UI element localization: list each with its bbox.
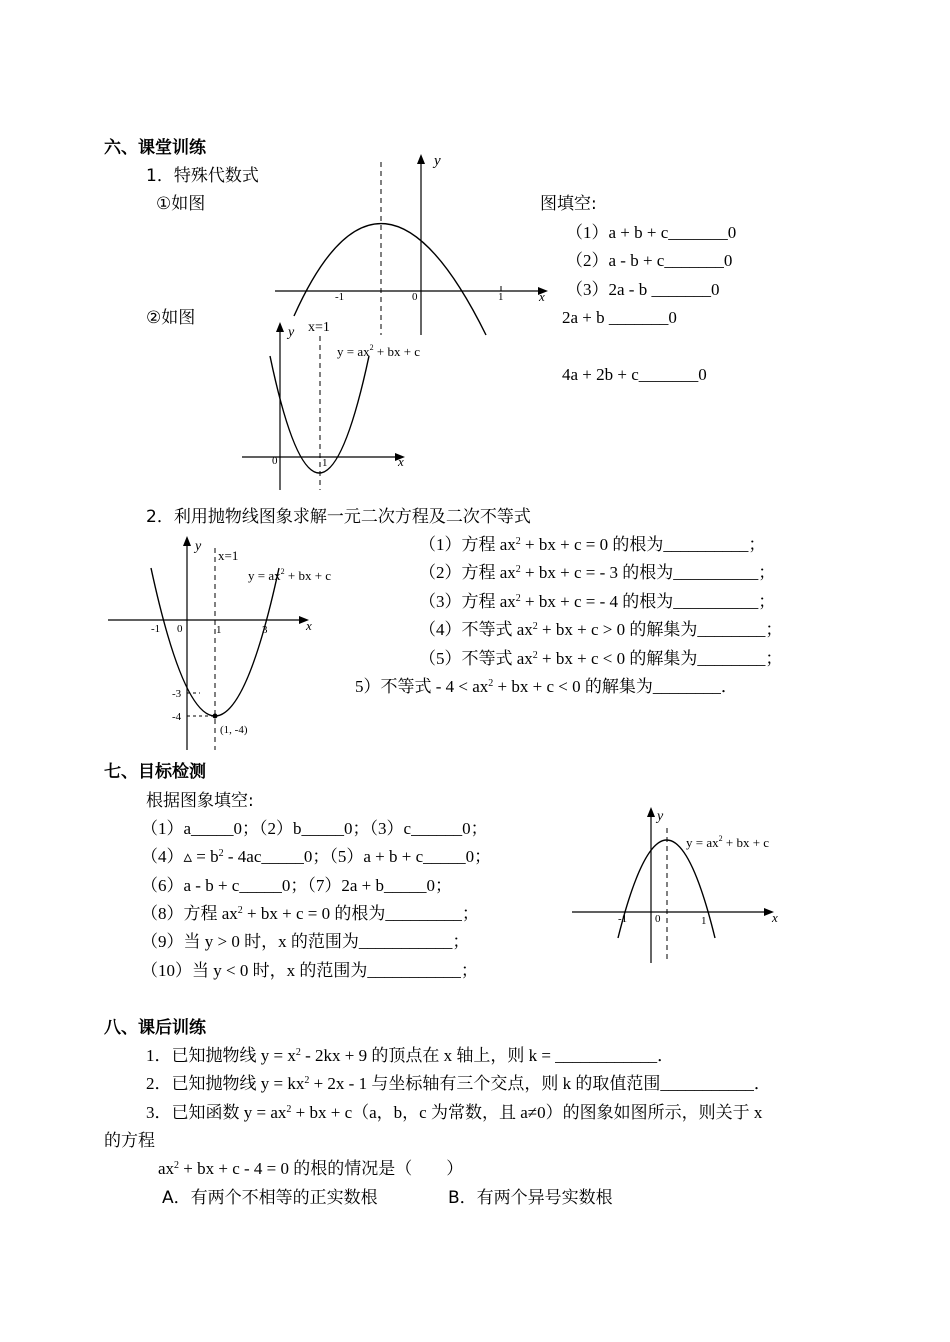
tick-label: -1 <box>335 291 345 303</box>
tick-label: -1 <box>151 623 161 635</box>
y-label: y <box>434 153 441 169</box>
q2-item: （2）方程 $ax^2$ + bx + c = - 3 的根为__________； <box>419 563 776 582</box>
formula-label: $y = ax^2$ + bx + c <box>686 834 770 850</box>
y-label: y <box>195 539 202 554</box>
s7-line: （1）a_____0；（2）b_____0；（3）c______0； <box>141 819 488 838</box>
figure-b-item: 2a + b _______0 <box>562 308 677 327</box>
section-8-heading: 八、课后训练 <box>104 1018 206 1038</box>
s8-q3: 3．已知函数 $y = ax^2$ + bx + c（a，b，c 为常数，且 a≠0）的图象如图所示，则关于 x <box>146 1103 763 1122</box>
x-label: x <box>772 910 778 925</box>
figure-a-item: （2）a - b + c_______0 <box>566 251 733 270</box>
s7-intro: 根据图象填空: <box>146 791 254 811</box>
x-label: x <box>398 454 404 469</box>
tick-label: 3 <box>262 624 268 636</box>
q2-item: （1）方程 $ax^2$ + bx + c = 0 的根为__________； <box>419 535 766 554</box>
origin-label: 0 <box>412 291 418 303</box>
s7-line: （4）▵ = $b^2$ - 4ac_____0；（5）a + b + c_____0； <box>141 847 492 866</box>
s8-q2: 2．已知抛物线 $y = kx^2 + 2x - 1$ 与坐标轴有三个交点，则 k 的取值范围___________． <box>146 1074 771 1093</box>
tick-label: 1 <box>216 624 222 636</box>
tick-label: -1 <box>618 913 628 925</box>
s8-q3-continued: 的方程 <box>104 1131 155 1151</box>
choice-b: B．有两个异号实数根 <box>448 1188 613 1208</box>
s7-line: （8）方程 $ax^2$ + bx + c = 0 的根为_________； <box>141 904 479 923</box>
tick-label: 1 <box>498 291 504 303</box>
tick-label: 1 <box>701 915 707 927</box>
formula-label: $y = ax^2$ + bx + c <box>337 343 421 359</box>
axis-of-symmetry-label: x=1 <box>218 548 239 563</box>
s8-q1: 1．已知抛物线 $y = x^2 - 2kx + 9$ 的顶点在 x 轴上，则 k = ____________． <box>146 1046 675 1065</box>
figure-a-item: （3）2a - b _______0 <box>566 280 720 299</box>
s7-line: （6）a - b + c_____0；（7）2a + b_____0； <box>141 876 452 895</box>
q2-title: 2．利用抛物线图象求解一元二次方程及二次不等式 <box>146 507 531 527</box>
figure-a-hint: 图填空: <box>540 194 597 214</box>
figure-a-item: （1）a + b + c_______0 <box>566 223 737 242</box>
q2-item: （4）不等式 $ax^2$ + bx + c > 0 的解集为________； <box>419 620 783 639</box>
arrow-icon <box>647 807 655 817</box>
s8-q3-equation: $ax^2$ + bx + c - 4 = 0 的根的情况是（ ） <box>158 1159 464 1178</box>
s7-line: （10）当 y < 0 时，x 的范围为___________； <box>141 961 478 980</box>
q2-item: 5）不等式 - $4 < ax^2$ + bx + c < 0 的解集为________． <box>355 677 738 696</box>
section-7-heading: 七、目标检测 <box>104 762 206 782</box>
y-tick-label: -4 <box>172 711 182 723</box>
formula-label: $y = ax^2$ + bx + c <box>248 567 332 583</box>
figure-a-label: ①如图 <box>156 194 206 214</box>
choice-a: A．有两个不相等的正实数根 <box>162 1188 378 1208</box>
figure-b-label: ②如图 <box>146 308 196 328</box>
y-tick-label: -3 <box>172 688 182 700</box>
y-label: y <box>288 325 295 340</box>
figure-b-item: 4a + 2b + c_______0 <box>562 365 707 384</box>
axis-of-symmetry-label: x=1 <box>308 320 330 335</box>
tick-label: 1 <box>322 457 328 469</box>
x-label: x <box>306 618 312 633</box>
origin-label: 0 <box>177 623 183 635</box>
s7-line: （9）当 y > 0 时，x 的范围为___________； <box>141 932 470 951</box>
section-6-heading: 六、课堂训练 <box>104 138 206 158</box>
vertex-label: (1, -4) <box>220 724 248 736</box>
origin-label: 0 <box>655 913 661 925</box>
q1-title: 1．特殊代数式 <box>146 166 259 186</box>
q2-item: （5）不等式 $ax^2$ + bx + c < 0 的解集为________； <box>419 649 783 668</box>
q2-item: （3）方程 $ax^2$ + bx + c = - 4 的根为__________； <box>419 592 776 611</box>
x-label: x <box>539 289 545 304</box>
origin-label: 0 <box>272 455 278 467</box>
y-label: y <box>657 809 664 824</box>
